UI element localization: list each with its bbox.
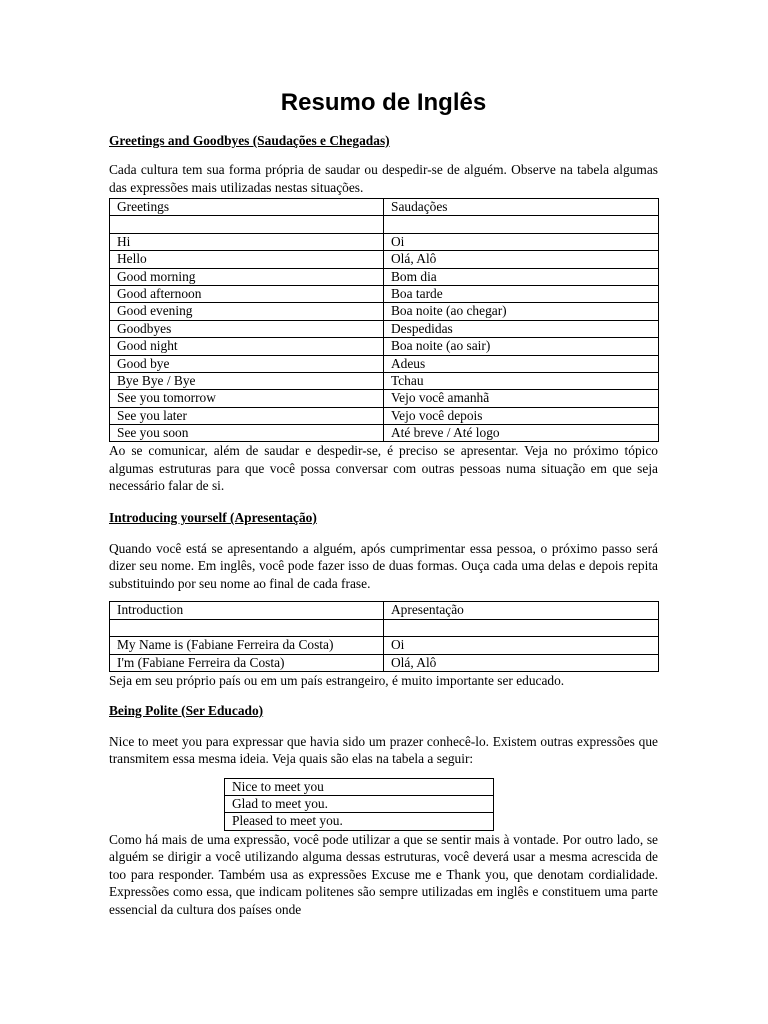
table-cell: Pleased to meet you. — [225, 813, 494, 830]
paragraph-introducing-intro: Quando você está se apresentando a alguém, após cumprimentar essa pessoa, o próximo passo será dizer seu nome. Em inglês, você pode fazer isso de duas formas. Ouça cada uma delas e depois repita substituindo por seu nome ao final de cada frase. — [109, 540, 658, 591]
table-cell: Olá, Alô — [384, 654, 659, 671]
table-row — [110, 303, 659, 320]
greetings-table — [109, 198, 659, 442]
paragraph-greetings-intro: Cada cultura tem sua forma própria de saudar ou despedir-se de alguém. Observe na tabela algumas das expressões mais utilizadas nestas situações. — [109, 162, 658, 195]
table-cell: I'm (Fabiane Ferreira da Costa) — [110, 654, 384, 671]
table-cell: Vejo você amanhã — [384, 390, 659, 407]
table-cell: Olá, Alô — [384, 251, 659, 268]
table-row — [110, 372, 659, 389]
table-cell: Bye Bye / Bye — [110, 372, 384, 389]
table-row — [225, 795, 494, 812]
table-row — [110, 320, 659, 337]
table-cell — [384, 619, 659, 636]
table-row — [110, 390, 659, 407]
table-row — [110, 619, 659, 636]
section-heading-polite: Being Polite (Ser Educado) — [109, 702, 264, 718]
table-cell: Nice to meet you — [225, 778, 494, 795]
table-header-cell: Introduction — [110, 602, 384, 619]
table-header-cell: Saudações — [384, 199, 659, 216]
table-cell — [384, 216, 659, 233]
table-header-cell: Apresentação — [384, 602, 659, 619]
table-cell: Vejo você depois — [384, 407, 659, 424]
table-header-row — [110, 199, 659, 216]
document-content — [109, 88, 658, 918]
table-cell: Good morning — [110, 268, 384, 285]
table-cell: See you later — [110, 407, 384, 424]
table-row — [110, 251, 659, 268]
introduction-table — [109, 601, 659, 672]
table-cell: Boa tarde — [384, 285, 659, 302]
table-cell: Good bye — [110, 355, 384, 372]
table-row — [110, 637, 659, 654]
table-cell: Oi — [384, 233, 659, 250]
table-cell: Despedidas — [384, 320, 659, 337]
table-row — [110, 233, 659, 250]
table-cell: Hi — [110, 233, 384, 250]
paragraph-greetings-after: Ao se comunicar, além de saudar e despedir-se, é preciso se apresentar. Veja no próximo tópico algumas estruturas para que você possa conversar com outras pessoas numa situação em que seja necessário falar de si. — [109, 443, 658, 494]
polite-expressions-table — [224, 778, 494, 831]
table-cell: See you tomorrow — [110, 390, 384, 407]
table-cell: Boa noite (ao chegar) — [384, 303, 659, 320]
table-cell: Goodbyes — [110, 320, 384, 337]
table-cell: Oi — [384, 637, 659, 654]
table-cell — [110, 619, 384, 636]
table-cell: My Name is (Fabiane Ferreira da Costa) — [110, 637, 384, 654]
table-cell: Good evening — [110, 303, 384, 320]
table-cell: Adeus — [384, 355, 659, 372]
table-cell: See you soon — [110, 425, 384, 442]
table-row — [110, 216, 659, 233]
table-row — [110, 268, 659, 285]
table-row — [225, 778, 494, 795]
table-cell: Até breve / Até logo — [384, 425, 659, 442]
table-row — [225, 813, 494, 830]
paragraph-introducing-after: Seja em seu próprio país ou em um país estrangeiro, é muito importante ser educado. — [109, 673, 565, 689]
page-title: Resumo de Inglês — [280, 89, 487, 116]
table-header-cell: Greetings — [110, 199, 384, 216]
table-cell: Boa noite (ao sair) — [384, 338, 659, 355]
table-cell: Good night — [110, 338, 384, 355]
table-cell: Bom dia — [384, 268, 659, 285]
table-row — [110, 654, 659, 671]
table-row — [110, 407, 659, 424]
table-header-row — [110, 602, 659, 619]
section-heading-introducing: Introducing yourself (Apresentação) — [109, 509, 317, 525]
table-cell: Hello — [110, 251, 384, 268]
table-row — [110, 338, 659, 355]
table-cell: Good afternoon — [110, 285, 384, 302]
paragraph-polite-intro: Nice to meet you para expressar que havia sido um prazer conhecê-lo. Existem outras expressões que transmitem essa mesma ideia. Veja quais são elas na tabela a seguir: — [109, 733, 658, 767]
paragraph-polite-after: Como há mais de uma expressão, você pode utilizar a que se sentir mais à vontade. Por outro lado, se alguém se dirigir a você utilizando alguma dessas estruturas, você deverá usar a mesma acrescida de too para responder. Também usa as expressões Excuse me e Thank you, que denotam cordialidade. Expressões como essa, que indicam politenes são sempre utilizadas em inglês e constituem uma parte essencial da cultura dos países onde — [109, 831, 658, 917]
table-row — [110, 355, 659, 372]
table-cell: Glad to meet you. — [225, 795, 494, 812]
table-cell: Tchau — [384, 372, 659, 389]
table-cell — [110, 216, 384, 233]
table-row — [110, 425, 659, 442]
table-row — [110, 285, 659, 302]
section-heading-greetings: Greetings and Goodbyes (Saudações e Chegadas) — [109, 133, 390, 148]
